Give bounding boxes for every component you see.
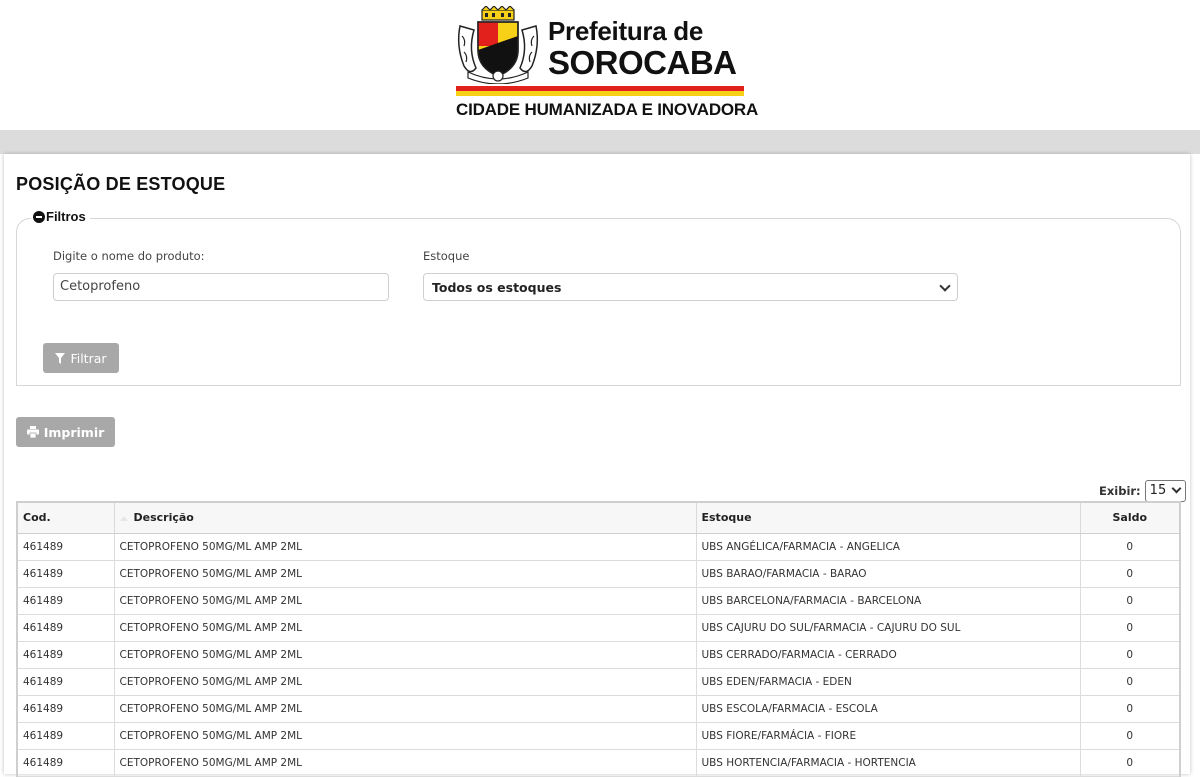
- chevron-down-icon: [939, 280, 950, 291]
- sort-icon: [120, 516, 128, 521]
- stock-table: [18, 503, 1179, 777]
- cod-cell: 461489: [18, 695, 114, 722]
- city-crest-icon: [454, 6, 542, 84]
- filter-button-label: Filtrar: [70, 350, 107, 366]
- stock-cell: UBS ANGÉLICA/FARMACIA - ANGELICA: [696, 533, 1080, 560]
- column-header-descricao-label: Descrição: [133, 511, 194, 525]
- description-cell: CETOPROFENO 50MG/ML AMP 2ML: [114, 614, 696, 641]
- balance-cell: 0: [1080, 722, 1179, 749]
- stock-cell: UBS ESCOLA/FARMACIA - ESCOLA: [696, 695, 1080, 722]
- print-button[interactable]: [16, 417, 115, 447]
- stock-label: Estoque: [423, 249, 470, 263]
- balance-cell: 0: [1080, 668, 1179, 695]
- balance-cell: 0: [1080, 614, 1179, 641]
- page-size-select[interactable]: [1145, 480, 1186, 502]
- chevron-down-icon: [1171, 484, 1181, 494]
- filters-legend[interactable]: [31, 209, 90, 224]
- cod-cell: 461489: [18, 614, 114, 641]
- product-name-input[interactable]: Cetoprofeno: [53, 273, 389, 301]
- page-size-label: Exibir:: [1099, 484, 1141, 498]
- site-header: [0, 0, 1200, 130]
- column-header-cod[interactable]: Cod.: [18, 503, 114, 533]
- printer-icon: [27, 426, 39, 438]
- column-header-estoque[interactable]: Estoque: [696, 503, 1080, 533]
- stock-cell: UBS FIORE/FARMÁCIA - FIORE: [696, 722, 1080, 749]
- balance-cell: 0: [1080, 587, 1179, 614]
- column-header-descricao[interactable]: [114, 503, 696, 533]
- stock-position-panel: [4, 154, 1190, 774]
- balance-cell: 0: [1080, 641, 1179, 668]
- brand-name-line1: Prefeitura de: [548, 16, 704, 46]
- table-row[interactable]: [18, 614, 1179, 641]
- stock-cell: UBS HORTENCIA/FARMACIA - HORTENCIA: [696, 749, 1080, 776]
- table-row[interactable]: [18, 749, 1179, 776]
- product-name-label: Digite o nome do produto:: [53, 249, 205, 263]
- minus-circle-icon[interactable]: [33, 211, 45, 223]
- description-cell: CETOPROFENO 50MG/ML AMP 2ML: [114, 533, 696, 560]
- description-cell: CETOPROFENO 50MG/ML AMP 2ML: [114, 668, 696, 695]
- cod-cell: 461489: [18, 668, 114, 695]
- stock-cell: UBS BARCELONA/FARMACIA - BARCELONA: [696, 587, 1080, 614]
- cod-cell: 461489: [18, 560, 114, 587]
- cod-cell: 461489: [18, 587, 114, 614]
- balance-cell: 0: [1080, 533, 1179, 560]
- cod-cell: 461489: [18, 749, 114, 776]
- balance-cell: 0: [1080, 749, 1179, 776]
- cod-cell: 461489: [18, 533, 114, 560]
- print-button-label: Imprimir: [43, 424, 105, 440]
- filters-legend-label: Filtros: [46, 209, 86, 224]
- stock-select[interactable]: [423, 273, 958, 301]
- description-cell: CETOPROFENO 50MG/ML AMP 2ML: [114, 722, 696, 749]
- brand-stripe-yellow: [456, 91, 744, 96]
- table-row[interactable]: [18, 668, 1179, 695]
- stock-cell: UBS CERRADO/FARMACIA - CERRADO: [696, 641, 1080, 668]
- description-cell: CETOPROFENO 50MG/ML AMP 2ML: [114, 641, 696, 668]
- funnel-icon: [55, 353, 65, 364]
- cod-cell: 461489: [18, 641, 114, 668]
- stock-cell: UBS BARAO/FARMACIA - BARAO: [696, 560, 1080, 587]
- stock-cell: UBS CAJURU DO SUL/FARMACIA - CAJURU DO SUL: [696, 614, 1080, 641]
- page-size-value: 15: [1149, 483, 1167, 498]
- header-divider-band: [0, 130, 1200, 154]
- balance-cell: 0: [1080, 695, 1179, 722]
- table-row[interactable]: [18, 560, 1179, 587]
- description-cell: CETOPROFENO 50MG/ML AMP 2ML: [114, 560, 696, 587]
- table-row[interactable]: [18, 695, 1179, 722]
- description-cell: CETOPROFENO 50MG/ML AMP 2ML: [114, 695, 696, 722]
- brand-tagline: CIDADE HUMANIZADA E INOVADORA: [456, 100, 759, 119]
- table-row[interactable]: [18, 641, 1179, 668]
- table-header-row: [18, 503, 1179, 533]
- filter-button[interactable]: [43, 343, 119, 373]
- stock-cell: UBS EDEN/FARMACIA - EDEN: [696, 668, 1080, 695]
- filters-fieldset: [16, 209, 1181, 386]
- description-cell: CETOPROFENO 50MG/ML AMP 2ML: [114, 587, 696, 614]
- balance-cell: 0: [1080, 560, 1179, 587]
- column-header-saldo[interactable]: Saldo: [1080, 503, 1179, 533]
- stock-select-value: Todos os estoques: [432, 280, 562, 295]
- prefeitura-logo[interactable]: [454, 4, 759, 120]
- stock-table-container: [16, 501, 1181, 777]
- description-cell: CETOPROFENO 50MG/ML AMP 2ML: [114, 749, 696, 776]
- page-size-control: [1099, 480, 1186, 502]
- table-body: [18, 533, 1179, 776]
- table-row[interactable]: [18, 587, 1179, 614]
- table-row[interactable]: [18, 533, 1179, 560]
- cod-cell: 461489: [18, 722, 114, 749]
- table-row[interactable]: [18, 722, 1179, 749]
- brand-name-line2: SOROCABA: [548, 44, 737, 81]
- page-title: POSIÇÃO DE ESTOQUE: [16, 174, 226, 194]
